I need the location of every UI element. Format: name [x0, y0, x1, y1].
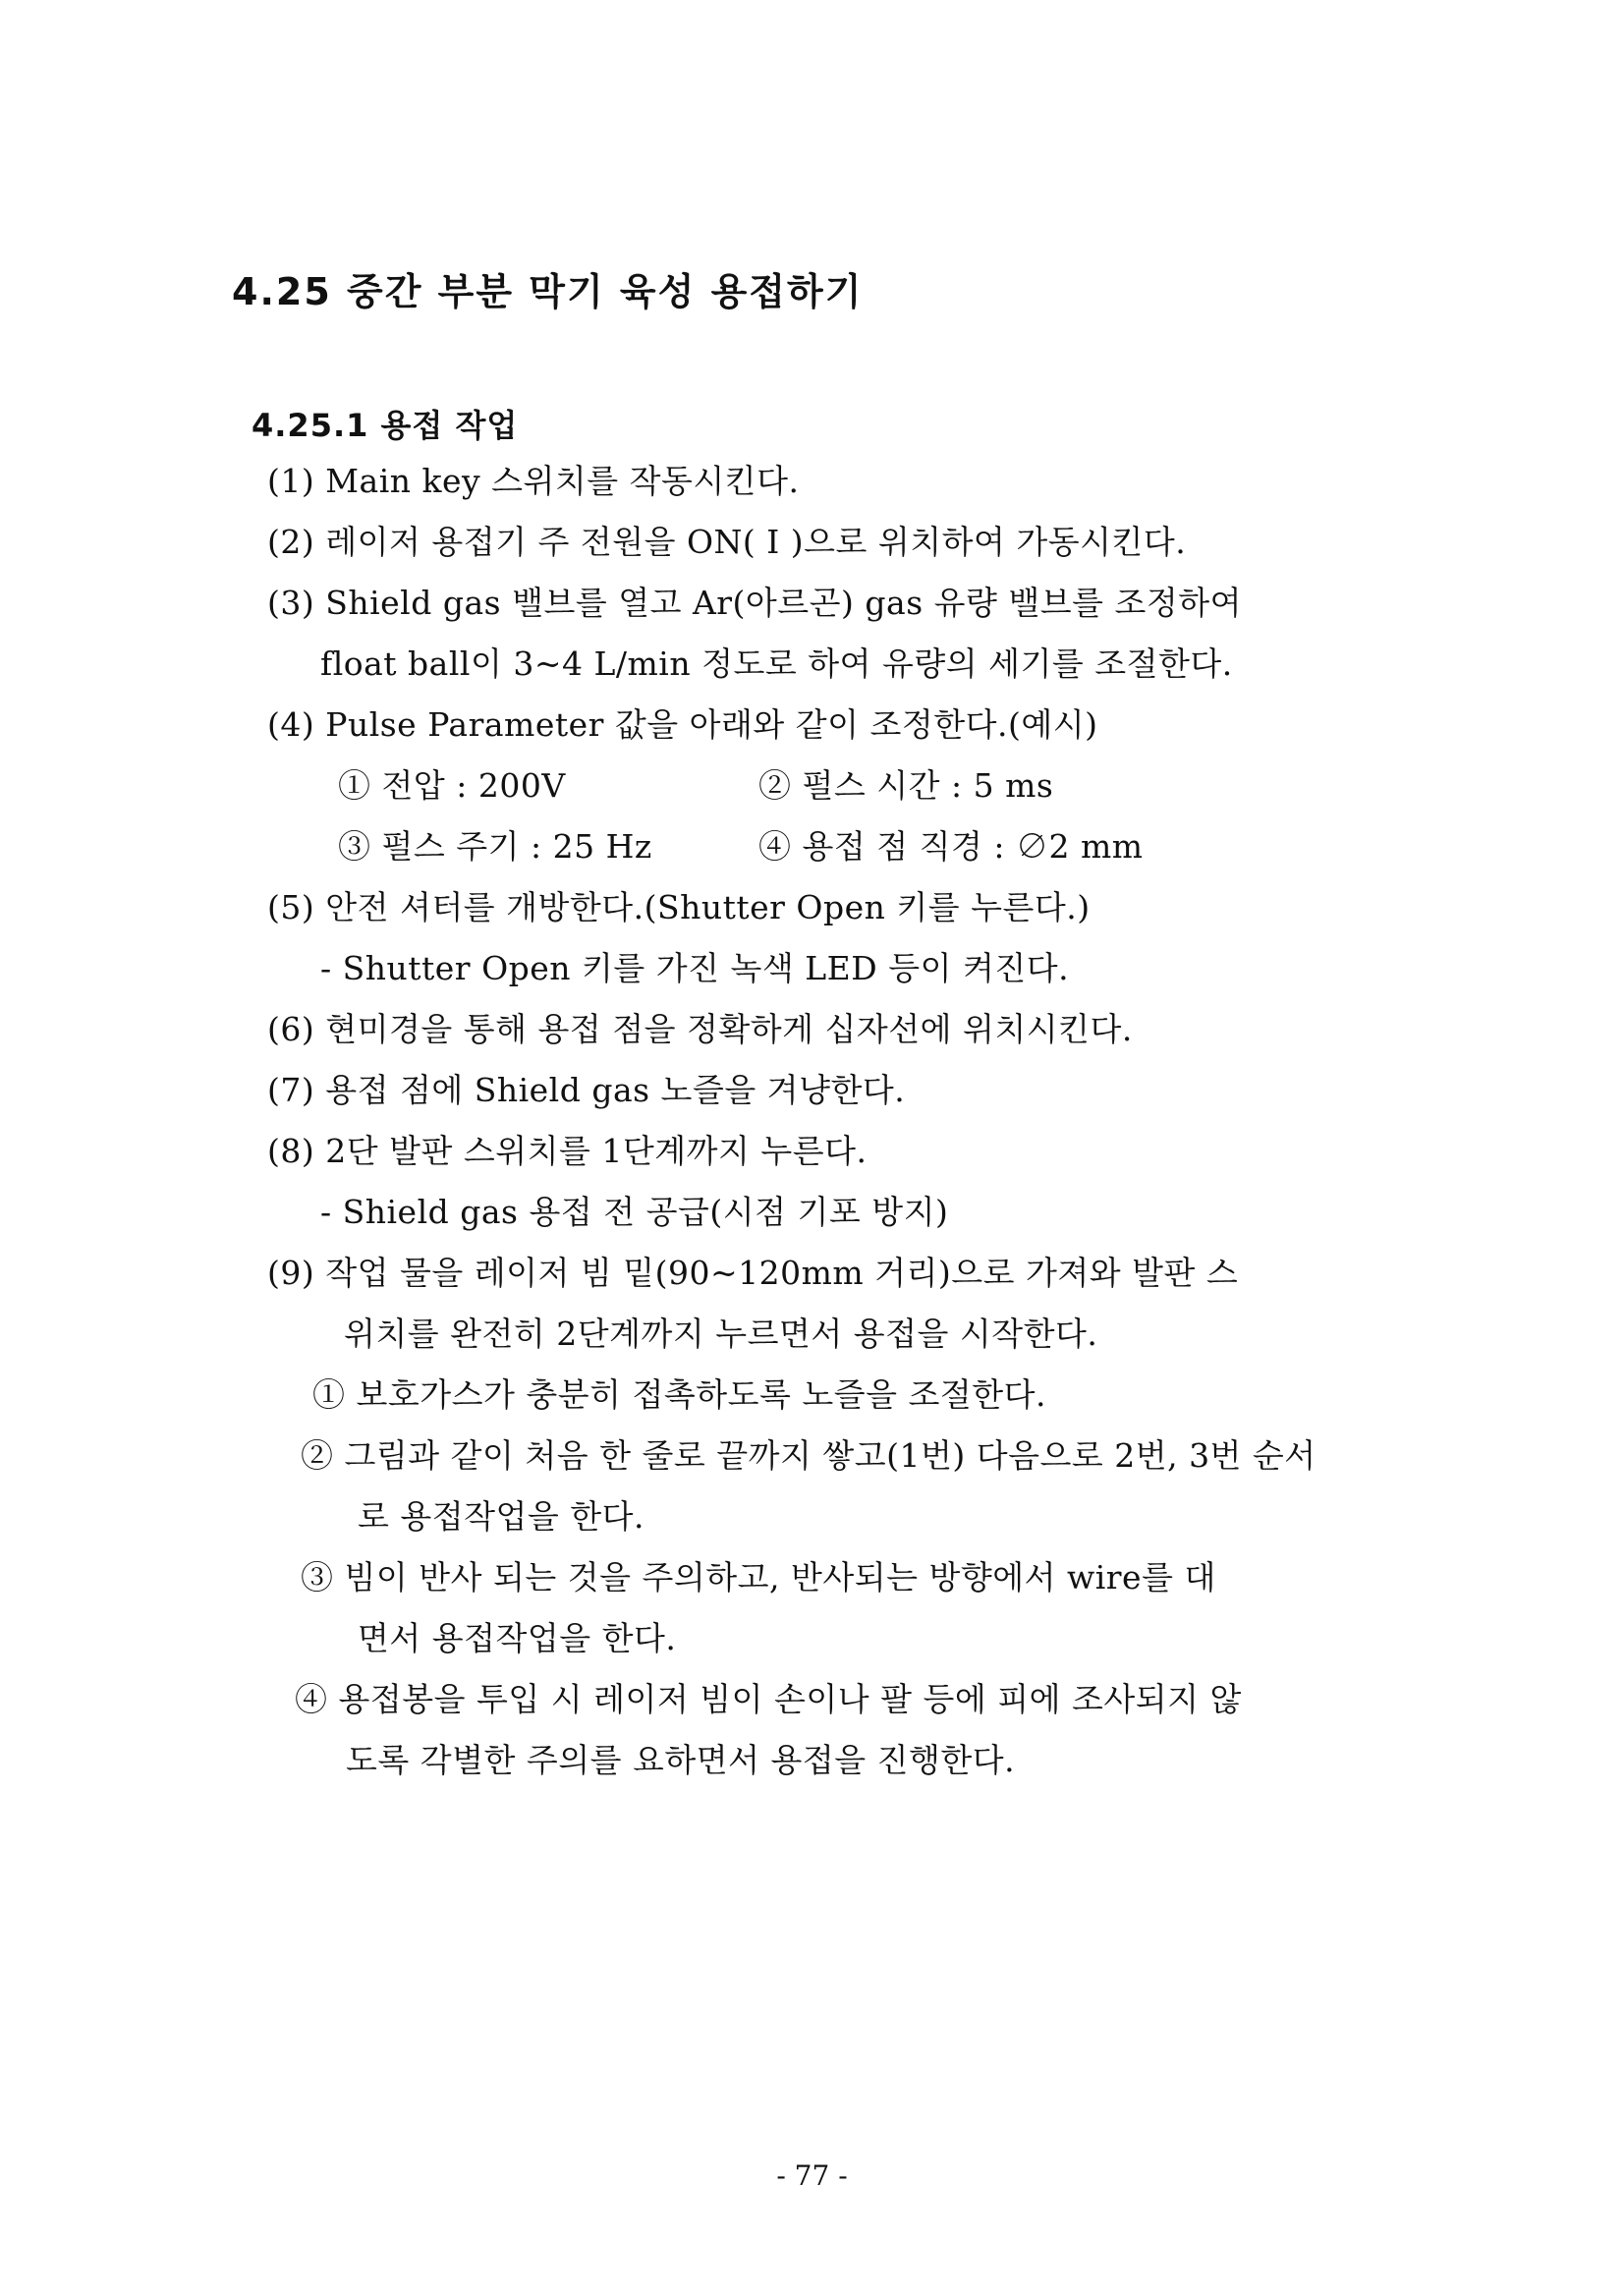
step-7: (7) 용접 점에 Shield gas 노즐을 겨냥한다.: [267, 1071, 906, 1109]
substep-3-continued: 면서 용접작업을 한다.: [358, 1619, 677, 1657]
substep-1: ① 보호가스가 충분히 접촉하도록 노즐을 조절한다.: [312, 1375, 1046, 1414]
step-8: (8) 2단 발판 스위치를 1단계까지 누른다.: [267, 1132, 868, 1170]
step-9: (9) 작업 물을 레이저 빔 밑(90~120mm 거리)으로 가져와 발판 스: [267, 1254, 1239, 1292]
substep-2-continued: 로 용접작업을 한다.: [358, 1497, 644, 1536]
page-number: - 77 -: [776, 2159, 848, 2192]
param-pulse-period: ③ 펄스 주기 : 25 Hz: [338, 827, 652, 866]
step-4: (4) Pulse Parameter 값을 아래와 같이 조정한다.(예시): [267, 705, 1098, 744]
param-voltage: ① 전압 : 200V: [338, 766, 566, 805]
step-6: (6) 현미경을 통해 용접 점을 정확하게 십자선에 위치시킨다.: [267, 1010, 1133, 1048]
step-5: (5) 안전 셔터를 개방한다.(Shutter Open 키를 누른다.): [267, 888, 1091, 926]
step-3-continued: float ball이 3~4 L/min 정도로 하여 유량의 세기를 조절한다.: [320, 644, 1233, 683]
step-1: (1) Main key 스위치를 작동시킨다.: [267, 462, 800, 500]
step-3: (3) Shield gas 밸브를 열고 Ar(아르곤) gas 유량 밸브를 조정하여: [267, 584, 1243, 622]
substep-2: ② 그림과 같이 처음 한 줄로 끝까지 쌓고(1번) 다음으로 2번, 3번 순서: [301, 1436, 1316, 1475]
param-spot-diameter: ④ 용접 점 직경 : ∅2 mm: [758, 827, 1144, 866]
substep-3: ③ 빔이 반사 되는 것을 주의하고, 반사되는 방향에서 wire를 대: [301, 1558, 1216, 1596]
param-pulse-time: ② 펄스 시간 : 5 ms: [758, 766, 1054, 805]
step-5-note: - Shutter Open 키를 가진 녹색 LED 등이 켜진다.: [320, 949, 1070, 987]
subsection-title: 4.25.1 용접 작업: [252, 407, 519, 444]
substep-4-continued: 도록 각별한 주의를 요하면서 용접을 진행한다.: [346, 1741, 1016, 1779]
step-2: (2) 레이저 용접기 주 전원을 ON( I )으로 위치하여 가동시킨다.: [267, 523, 1187, 561]
substep-4: ④ 용접봉을 투입 시 레이저 빔이 손이나 팔 등에 피에 조사되지 않: [295, 1680, 1242, 1718]
step-9-continued: 위치를 완전히 2단계까지 누르면서 용접을 시작한다.: [344, 1315, 1098, 1353]
section-title: 4.25 중간 부분 막기 육성 용접하기: [232, 270, 864, 313]
step-8-note: - Shield gas 용접 전 공급(시점 기포 방지): [320, 1193, 949, 1231]
